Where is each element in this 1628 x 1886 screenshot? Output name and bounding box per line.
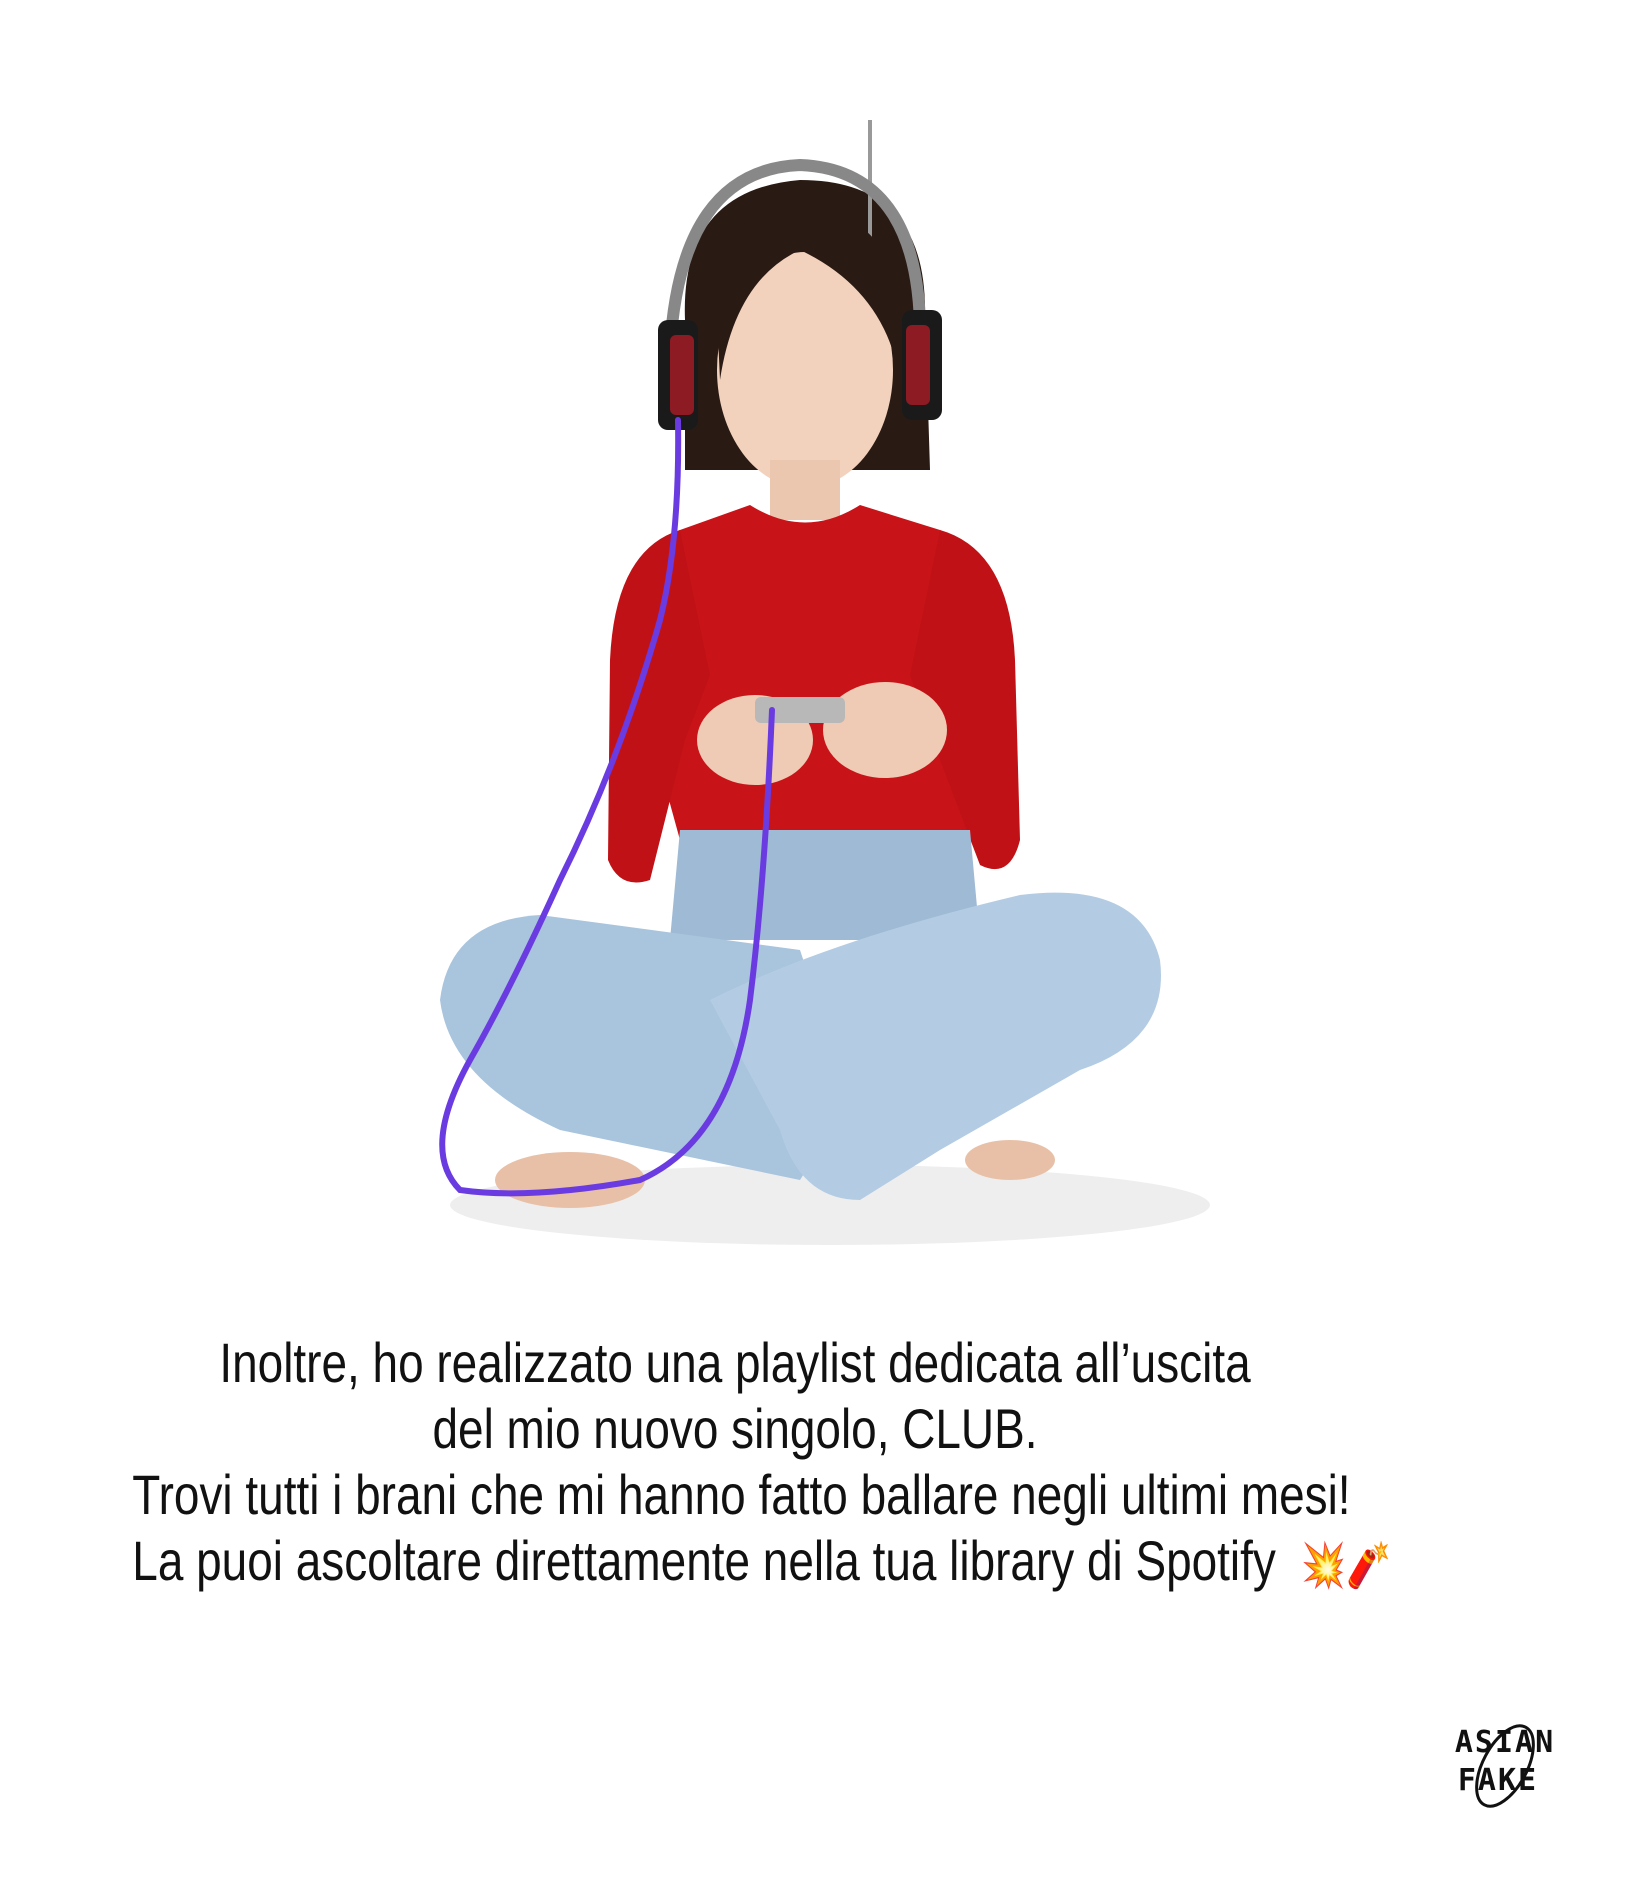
neck xyxy=(770,460,840,520)
caption-line-4-text: La puoi ascoltare direttamente nella tua library di Spotify xyxy=(132,1529,1276,1592)
headphones-left-pad xyxy=(670,335,694,415)
headphones-right-pad xyxy=(906,325,930,405)
caption-line-2: del mio nuovo singolo, CLUB. xyxy=(432,1397,1038,1460)
explosion-firecracker-emoji-icon: 💥🧨 xyxy=(1301,1540,1392,1591)
asian-fake-logo xyxy=(1430,1710,1580,1820)
logo-text-bottom: FAKE xyxy=(1457,1763,1539,1798)
logo-text-top: ASIAN xyxy=(1454,1725,1556,1760)
phone xyxy=(755,697,845,723)
right-foot xyxy=(965,1140,1055,1180)
caption-line-3: Trovi tutti i brani che mi hanno fatto ballare negli ultimi mesi! xyxy=(132,1463,1351,1526)
caption-line-1: Inoltre, ho realizzato una playlist dedicata all’uscita xyxy=(219,1331,1251,1394)
hero-photo xyxy=(380,120,1280,1260)
post-caption xyxy=(132,1330,1392,1599)
caption-line-4 xyxy=(132,1528,1392,1599)
right-hand xyxy=(823,682,947,778)
